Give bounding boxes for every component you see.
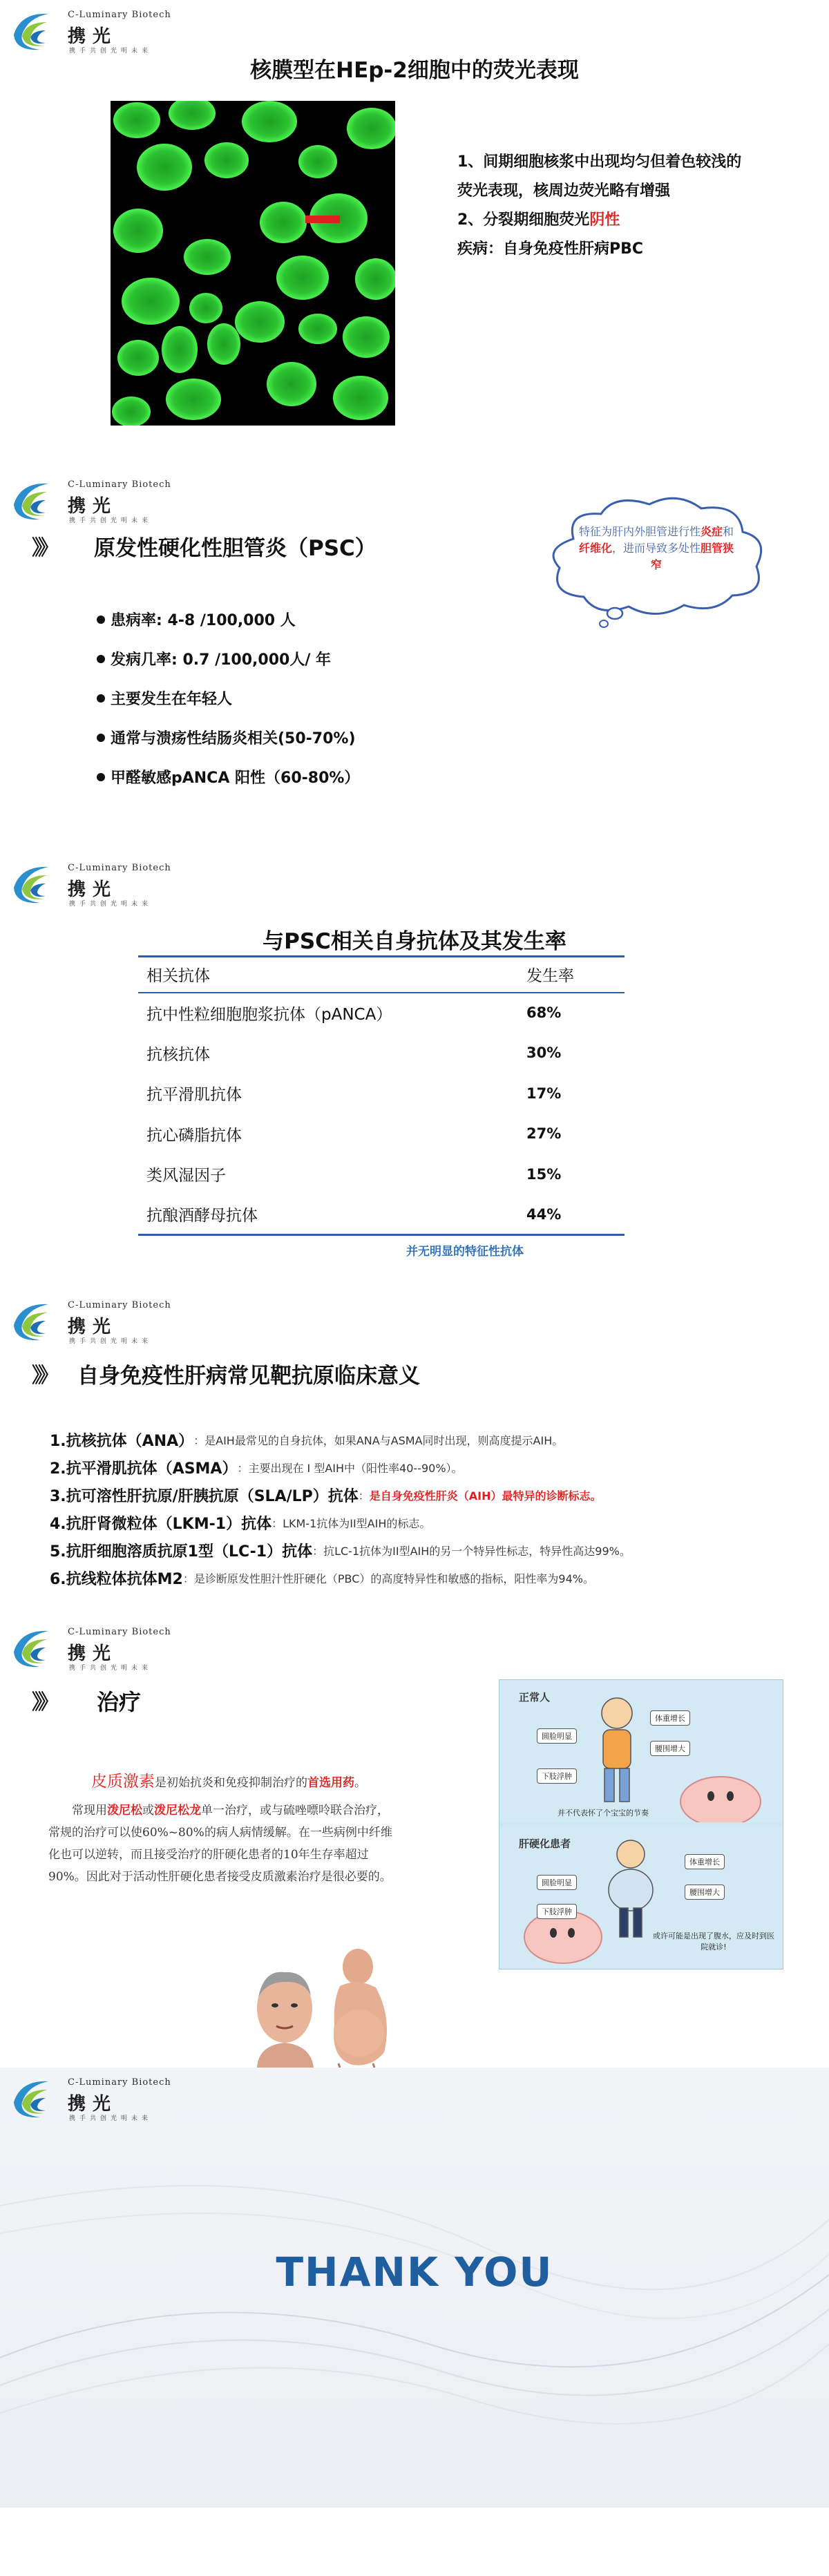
fluorescence-micrograph	[111, 101, 395, 426]
slide-nuclear-membrane	[0, 0, 829, 449]
slide-psc	[0, 470, 829, 853]
logo-chinese: 携光	[68, 26, 118, 47]
antibody-name: 抗心磷脂抗体	[146, 1126, 242, 1145]
antibody-name: 抗核抗体	[146, 1045, 210, 1064]
cloud-text-part: 和	[723, 525, 734, 538]
slide-thank-you	[0, 2068, 829, 2508]
section-heading: 治疗	[97, 1689, 142, 1715]
logo-slogan: 携手共创光明未来	[69, 901, 153, 908]
logo-chinese: 携光	[68, 1643, 118, 1664]
swirl-logo-icon	[7, 860, 64, 908]
list-item	[97, 600, 359, 639]
treatment-text-part: 或	[142, 1804, 154, 1817]
table-note: 并无明显的特征性抗体	[406, 1245, 524, 1259]
logo-slogan: 携手共创光明未来	[69, 48, 153, 55]
treatment-text-part: 。	[354, 1776, 366, 1790]
cloud-text-part: 特征为肝内外胆管进行性	[578, 525, 701, 538]
swirl-logo-icon	[7, 477, 64, 525]
logo-chinese: 携光	[68, 2094, 118, 2115]
column-header-rate: 发生率	[518, 957, 625, 993]
double-arrow-icon: 》》	[32, 536, 55, 560]
list-item	[50, 1481, 810, 1509]
first-line-highlight: 首选用药	[307, 1776, 354, 1790]
cloud-highlight: 纤维化	[578, 542, 612, 555]
logo-slogan: 携手共创光明未来	[69, 1665, 153, 1672]
tag-weight: 体重增长	[685, 1854, 725, 1869]
logo-english: C-Luminary Biotech	[68, 1300, 171, 1310]
logo-slogan: 携手共创光明未来	[69, 1338, 153, 1345]
antigen-label: 1.抗核抗体（ANA）	[50, 1432, 194, 1450]
company-logo	[7, 475, 193, 527]
antibody-rate: 15%	[526, 1165, 562, 1183]
antigen-label: 4.抗肝肾微粒体（LKM-1）抗体	[50, 1515, 272, 1533]
logo-chinese: 携光	[68, 879, 118, 900]
list-item	[97, 757, 359, 796]
tag-edema: 下肢浮肿	[537, 1768, 577, 1784]
table-row	[138, 993, 625, 1033]
list-item	[97, 639, 359, 678]
company-logo	[7, 1296, 193, 1348]
cartoon-comparison	[499, 1679, 783, 1969]
desc-line-1: 1、间期细胞核浆中出现均匀但着色较浅的荧光表现，核周边荧光略有增强	[457, 153, 742, 200]
panel-caption: 或许可能是出现了腹水，应及时到医院就诊!	[653, 1931, 774, 1952]
column-header-antibody: 相关抗体	[138, 957, 518, 993]
treatment-text-part: 是初始抗炎和免疫抑制治疗的	[155, 1776, 307, 1790]
list-item-text: 发病几率: 0.7 /100,000人/ 年	[111, 651, 332, 669]
list-item	[97, 718, 359, 757]
company-logo	[7, 6, 193, 57]
logo-english: C-Luminary Biotech	[68, 10, 171, 20]
antigen-label: 3.抗可溶性肝抗原/肝胰抗原（SLA/LP）抗体	[50, 1487, 359, 1505]
corticosteroid-label: 皮质激素	[91, 1773, 155, 1791]
thought-cloud	[532, 490, 781, 629]
panel-title: 肝硬化患者	[519, 1838, 571, 1850]
tag-round-face: 圆脸明显	[537, 1728, 577, 1744]
list-item	[50, 1509, 810, 1536]
slide-antibody-table	[0, 853, 829, 1290]
desc-line-3: 疾病：自身免疫性肝病PBC	[457, 240, 644, 258]
company-logo	[7, 859, 193, 910]
company-logo	[7, 1623, 193, 1675]
list-item	[97, 678, 359, 718]
logo-english: C-Luminary Biotech	[68, 863, 171, 873]
bullet-icon	[97, 734, 105, 742]
patient-illustration	[249, 1942, 394, 2068]
logo-slogan: 携手共创光明未来	[69, 517, 153, 524]
antibody-rate: 30%	[526, 1044, 562, 1062]
panel-title: 正常人	[519, 1691, 551, 1704]
cloud-highlight: 胆管狭窄	[650, 542, 734, 571]
antigen-text: ：主要出现在 I 型AIH中（阳性率40--90%）。	[237, 1461, 463, 1475]
logo-english: C-Luminary Biotech	[68, 1627, 171, 1637]
treatment-text	[48, 1771, 392, 1888]
bullet-icon	[97, 655, 105, 663]
tag-weight: 体重增长	[650, 1710, 690, 1726]
table-row	[138, 1033, 625, 1074]
tag-waist: 腰围增大	[685, 1885, 725, 1900]
antibody-name: 抗平滑肌抗体	[146, 1086, 242, 1105]
antigen-label: 5.抗肝细胞溶质抗原1型（LC-1）抗体	[50, 1543, 313, 1561]
logo-slogan: 携手共创光明未来	[69, 2115, 153, 2122]
psc-facts-list	[97, 600, 359, 796]
company-logo	[7, 2073, 193, 2125]
table-row	[138, 1194, 625, 1235]
antibody-rate: 27%	[526, 1125, 562, 1143]
list-item-text: 甲醛敏感pANCA 阳性（60-80%）	[111, 770, 360, 787]
table-row	[138, 1114, 625, 1154]
negative-label: 阴性	[589, 211, 620, 229]
prednisolone-highlight: 泼尼松龙	[154, 1804, 201, 1817]
list-item-text: 通常与溃疡性结肠炎相关(50-70%)	[111, 730, 356, 747]
antibody-rate: 68%	[526, 1004, 562, 1022]
antigen-text: ：是诊断原发性胆汁性肝硬化（PBC）的高度特异性和敏感的指标，阳性率为94%。	[182, 1572, 594, 1585]
antibody-rate: 44%	[518, 1194, 625, 1235]
swirl-logo-icon	[7, 1297, 64, 1346]
cloud-text-part: ，进而导致多处性	[611, 542, 701, 555]
antigen-text: ：是AIH最常见的自身抗体，如果ANA与ASMA同时出现，则高度提示AIH。	[193, 1433, 564, 1447]
double-arrow-icon: 》》	[32, 1690, 55, 1715]
double-arrow-icon: 》》	[32, 1364, 55, 1388]
panel-cirrhosis	[499, 1826, 783, 1969]
antibody-table	[138, 955, 625, 1236]
antibody-name: 抗酿酒酵母抗体	[138, 1194, 518, 1235]
swirl-logo-icon	[7, 7, 64, 55]
antigen-label: 6.抗线粒体抗体M2	[50, 1570, 183, 1588]
table-header-row	[138, 957, 625, 993]
logo-chinese: 携光	[68, 1317, 118, 1337]
antigen-text: ：抗LC-1抗体为II型AIH的另一个特异性标志，特异性高达99%。	[312, 1544, 631, 1558]
table-row	[138, 1074, 625, 1114]
antibody-name: 抗中性粒细胞胞浆抗体（pANCA）	[146, 1005, 392, 1024]
treatment-paragraph-2	[48, 1800, 392, 1888]
table-row	[138, 1154, 625, 1195]
prednisone-highlight: 泼尼松	[107, 1804, 142, 1817]
list-item	[50, 1453, 810, 1481]
slide-treatment	[0, 1617, 829, 2068]
bullet-icon	[97, 694, 105, 703]
slide-title: 核膜型在HEp-2细胞中的荧光表现	[250, 58, 579, 83]
bullet-icon	[97, 616, 105, 624]
cloud-text	[573, 524, 739, 573]
red-arrow-marker	[305, 216, 340, 223]
table-title: 与PSC相关自身抗体及其发生率	[263, 929, 566, 954]
cloud-highlight: 炎症	[700, 525, 723, 538]
treatment-paragraph-1	[48, 1771, 392, 1794]
list-item-text: 患病率: 4-8 /100,000 人	[111, 612, 296, 629]
list-item	[50, 1426, 810, 1453]
desc-line-2	[457, 206, 747, 235]
antigen-highlight: 是自身免疫性肝炎（AIH）最特异的诊断标志。	[369, 1489, 602, 1502]
panel-caption: 并不代表怀了个宝宝的节奏	[558, 1809, 649, 1817]
swirl-logo-icon	[7, 2074, 64, 2123]
antigen-label: 2.抗平滑肌抗体（ASMA）	[50, 1460, 238, 1478]
normal-person-icon	[499, 1680, 783, 1822]
section-heading: 原发性硬化性胆管炎（PSC）	[94, 536, 377, 561]
list-item	[50, 1536, 810, 1564]
pattern-description	[457, 148, 747, 264]
tag-round-face: 圆脸明显	[537, 1875, 577, 1890]
list-item-text: 主要发生在年轻人	[111, 691, 233, 708]
desc-line-2-text: 2、分裂期细胞荧光	[457, 211, 590, 229]
slide-target-antigens	[0, 1290, 829, 1617]
antigen-text: ：LKM-1抗体为II型AIH的标志。	[271, 1516, 431, 1530]
section-heading: 自身免疫性肝病常见靶抗原临床意义	[77, 1364, 420, 1389]
thank-you-text: THANK YOU	[276, 2249, 553, 2296]
swirl-logo-icon	[7, 1624, 64, 1672]
logo-english: C-Luminary Biotech	[68, 2077, 171, 2088]
logo-english: C-Luminary Biotech	[68, 479, 171, 490]
tag-waist: 腰围增大	[650, 1741, 690, 1756]
antibody-name: 类风湿因子	[146, 1167, 226, 1185]
bullet-icon	[97, 773, 105, 781]
treatment-text-part: 单一治疗，或与硫唑嘌呤联合治疗，常规的治疗可以使60%~80%的病人病情缓解。在一些病例中纤维化也可以逆转，而且接受治疗的肝硬化患者的10年生存率超过90%。因此对于活动性肝硬化患者接受皮质激素治疗是很必要的。	[48, 1804, 392, 1884]
antibody-rate: 17%	[526, 1085, 562, 1102]
list-item	[50, 1564, 810, 1592]
antigen-list	[50, 1426, 810, 1592]
treatment-text-part: 常现用	[72, 1804, 107, 1817]
antigen-text: ：	[358, 1489, 370, 1502]
panel-normal	[499, 1680, 783, 1822]
logo-chinese: 携光	[68, 496, 118, 517]
tag-edema: 下肢浮肿	[537, 1904, 577, 1919]
